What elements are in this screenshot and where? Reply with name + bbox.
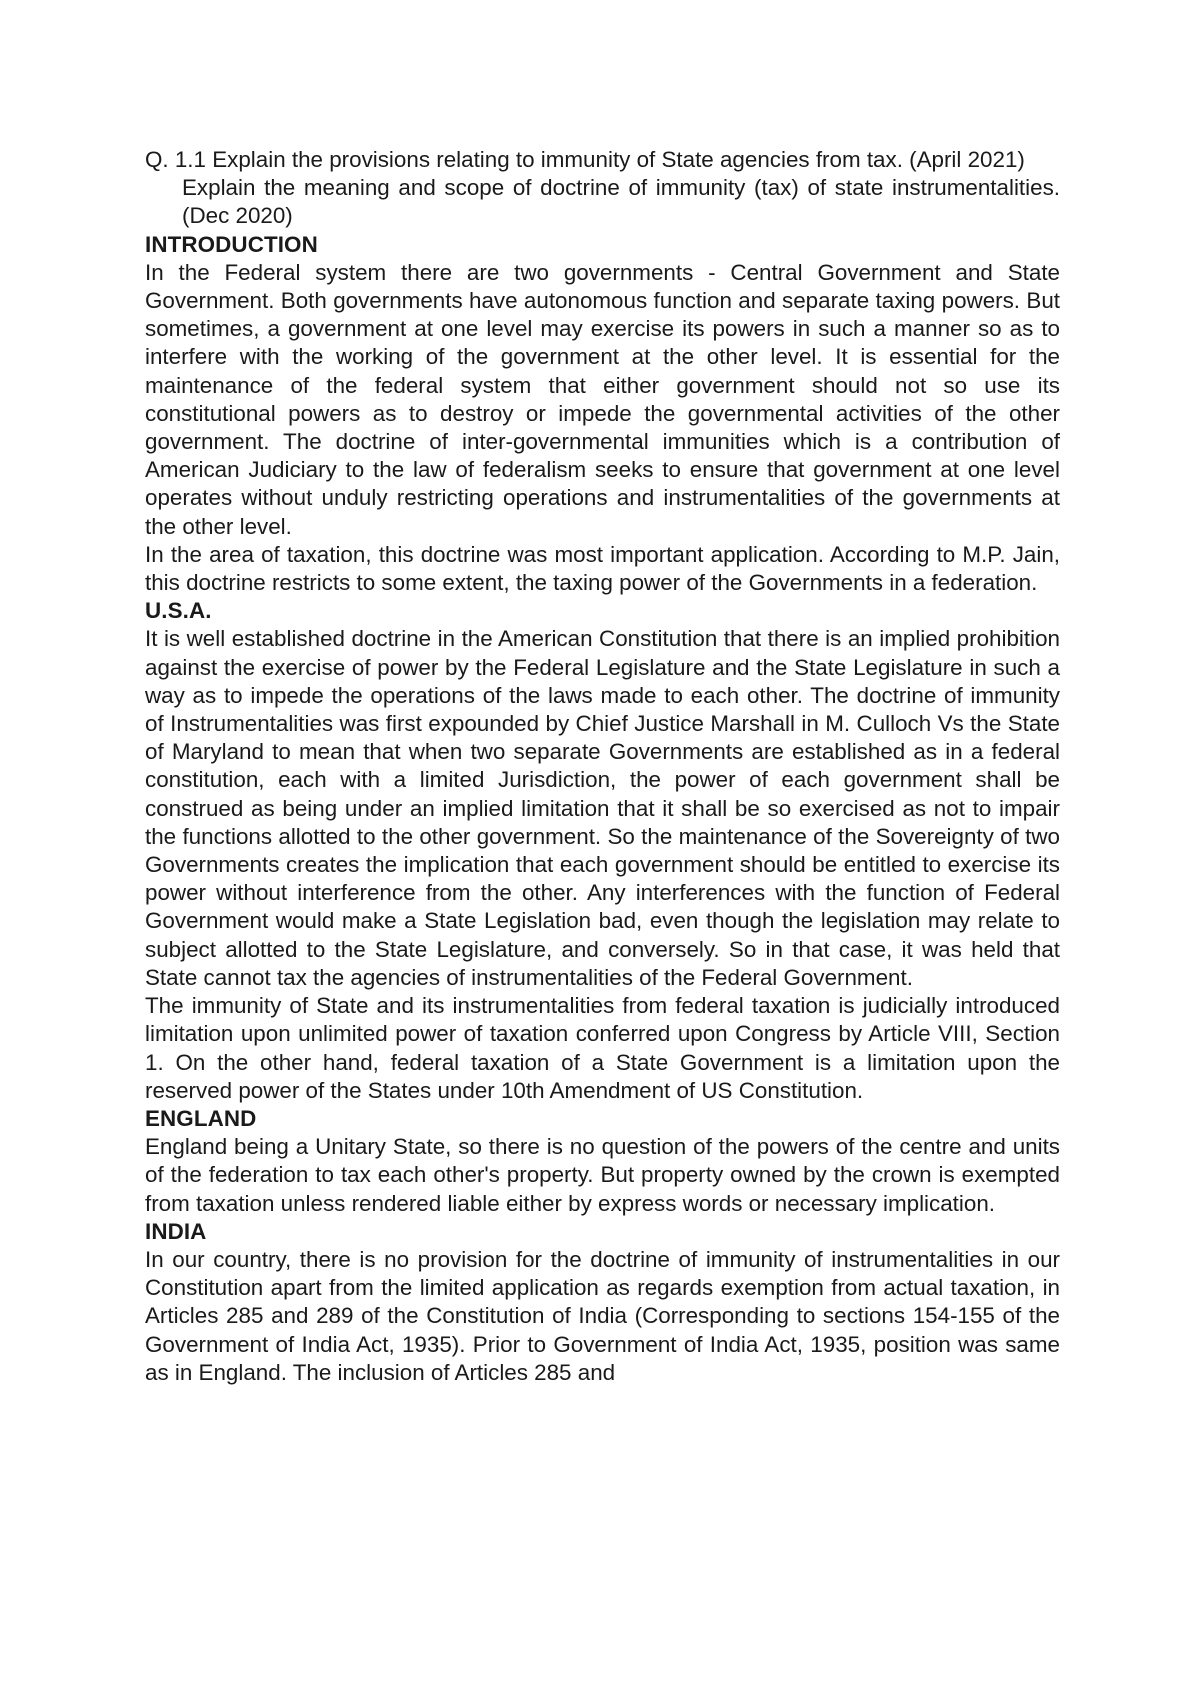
paragraph: In the area of taxation, this doctrine was most important application. According to M.P. Jain, this doctrine restricts to some extent, the taxing power of the Governments in a federation. <box>145 541 1060 596</box>
section-england <box>145 1105 1060 1218</box>
question-block <box>145 146 1060 231</box>
section-india <box>145 1218 1060 1387</box>
paragraph: The immunity of State and its instrumentalities from federal taxation is judicially introduced limitation upon unlimited power of taxation conferred upon Congress by Article VIII, Section 1. On the other hand, federal taxation of a State Government is a limitation upon the reserved power of the States under 10th Amendment of US Constitution. <box>145 993 1060 1103</box>
section-heading: U.S.A. <box>145 598 212 624</box>
section-heading: INDIA <box>145 1218 207 1244</box>
document-page <box>145 146 1060 1387</box>
question-line: Explain the meaning and scope of doctrine of immunity (tax) of state instrumentalities. (Dec 2020) <box>182 175 1060 229</box>
section-introduction <box>145 231 1060 598</box>
paragraph: In the Federal system there are two governments - Central Government and State Government. Both governments have autonomous function and separate taxing powers. But sometimes, a government at one level may exercise its powers in such a manner so as to interfere with the working of the government at the other level. It is essential for the maintenance of the federal system that either government should not so use its constitutional powers as to destroy or impede the governmental activities of the other government. The doctrine of inter-governmental immunities which is a contribution of American Judiciary to the law of federalism seeks to ensure that government at one level operates without unduly restricting operations and instrumentalities of the governments at the other level. <box>145 259 1060 539</box>
paragraph: It is well established doctrine in the American Constitution that there is an implied prohibition against the exercise of power by the Federal Legislature and the State Legislature in such a way as to impede the operations of the laws made to each other. The doctrine of immunity of Instrumentalities was first expounded by Chief Justice Marshall in M. Culloch Vs the State of Maryland to mean that when two separate Governments are established as in a federal constitution, each with a limited Jurisdiction, the power of each government shall be construed as being under an implied limitation that it shall be so exercised as not to impair the functions allotted to the other government. So the maintenance of the Sovereignty of two Governments creates the implication that each government should be entitled to exercise its power without interference from the other. Any interferences with the function of Federal Government would make a State Legislation bad, even though the legislation may relate to subject allotted to the State Legislature, and conversely. So in that case, it was held that State cannot tax the agencies of instrumentalities of the Federal Government. <box>145 626 1060 990</box>
section-heading: ENGLAND <box>145 1105 257 1131</box>
question-line: Q. 1.1 Explain the provisions relating to immunity of State agencies from tax. (April 2021) <box>145 147 1025 172</box>
section-heading: INTRODUCTION <box>145 231 318 257</box>
section-usa <box>145 597 1060 1105</box>
paragraph: England being a Unitary State, so there is no question of the powers of the centre and units of the federation to tax each other's property. But property owned by the crown is exempted from taxation unless rendered liable either by express words or necessary implication. <box>145 1134 1060 1216</box>
paragraph: In our country, there is no provision for the doctrine of immunity of instrumentalities in our Constitution apart from the limited application as regards exemption from actual taxation, in Articles 285 and 289 of the Constitution of India (Corresponding to sections 154-155 of the Government of India Act, 1935). Prior to Government of India Act, 1935, position was same as in England. The inclusion of Articles 285 and <box>145 1246 1060 1385</box>
